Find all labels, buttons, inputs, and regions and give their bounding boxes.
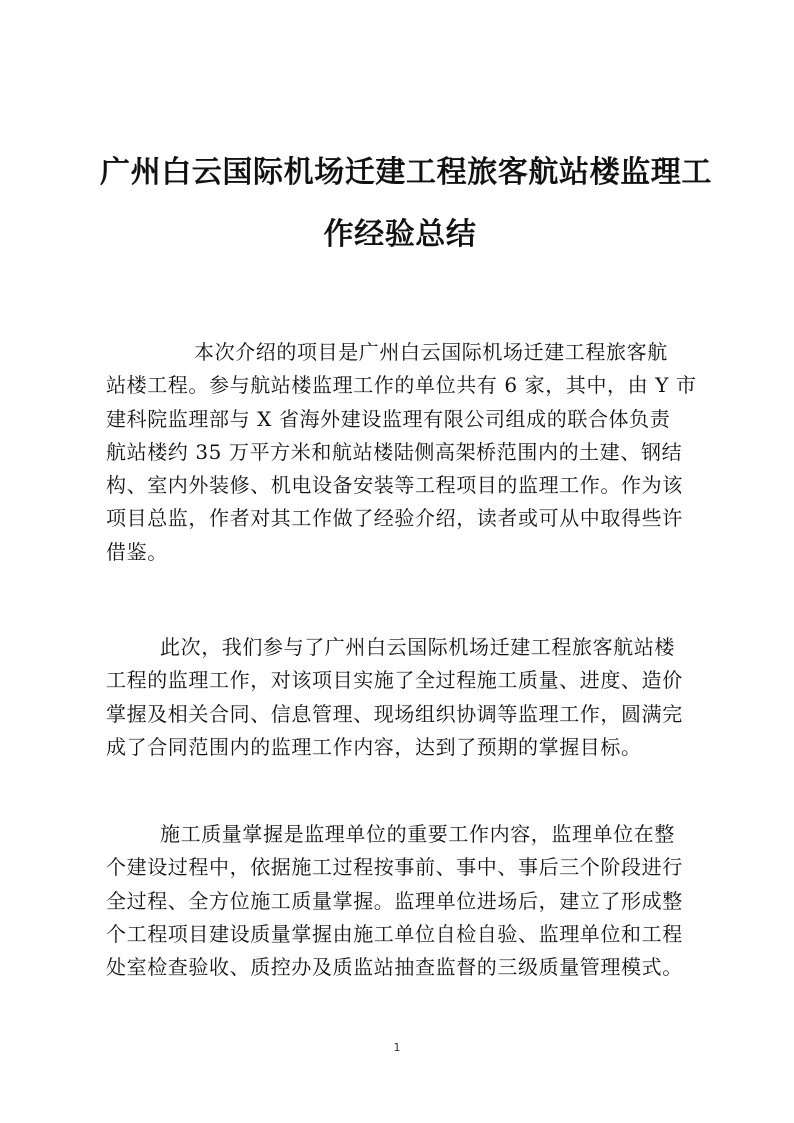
paragraph-line: 建科院监理部与 X 省海外建设监理有限公司组成的联合体负责: [106, 406, 671, 431]
paragraph-line: 借鉴。: [106, 539, 168, 564]
paragraph-line: 个建设过程中，依据施工过程按事前、事中、事后三个阶段进行: [106, 855, 683, 880]
paragraph-line: 构、室内外装修、机电设备安装等工程项目的监理工作。作为该: [106, 473, 683, 498]
paragraph-line: 成了合同范围内的监理工作内容，达到了预期的掌握目标。: [106, 734, 642, 759]
paragraph-line: 施工质量掌握是监理单位的重要工作内容，监理单位在整: [160, 822, 675, 846]
paragraph-line: 本次介绍的项目是广州白云国际机场迁建工程旅客航: [194, 340, 668, 364]
paragraph-line: 航站楼约 35 万平方米和航站楼陆侧高架桥范围内的土建、钢结: [106, 439, 683, 464]
paragraph-line: 此次，我们参与了广州白云国际机场迁建工程旅客航站楼: [160, 635, 675, 659]
paragraph-line: 工程的监理工作，对该项目实施了全过程施工质量、进度、造价: [106, 668, 683, 693]
page-number: 1: [393, 1041, 401, 1054]
paragraph-line: 站楼工程。参与航站楼监理工作的单位共有 6 家，其中，由 Y 市: [106, 373, 697, 398]
title-line: 广州白云国际机场迁建工程旅客航站楼监理工: [100, 155, 712, 190]
paragraph-line: 全过程、全方位施工质量掌握。监理单位进场后，建立了形成整: [106, 888, 683, 913]
paragraph-line: 掌握及相关合同、信息管理、现场组织协调等监理工作，圆满完: [106, 701, 683, 726]
paragraph-line: 处室检查验收、质控办及质监站抽查监督的三级质量管理模式。: [106, 955, 683, 980]
paragraph-line: 个工程项目建设质量掌握由施工单位自检自验、监理单位和工程: [106, 921, 683, 946]
document-title: [100, 142, 712, 266]
paragraph-scope: [106, 631, 706, 764]
paragraph-quality: [106, 818, 706, 984]
title-line: 作经验总结: [323, 217, 477, 252]
paragraph-intro: [106, 336, 706, 569]
paragraph-line: 项目总监，作者对其工作做了经验介绍，读者或可从中取得些许: [106, 506, 683, 531]
